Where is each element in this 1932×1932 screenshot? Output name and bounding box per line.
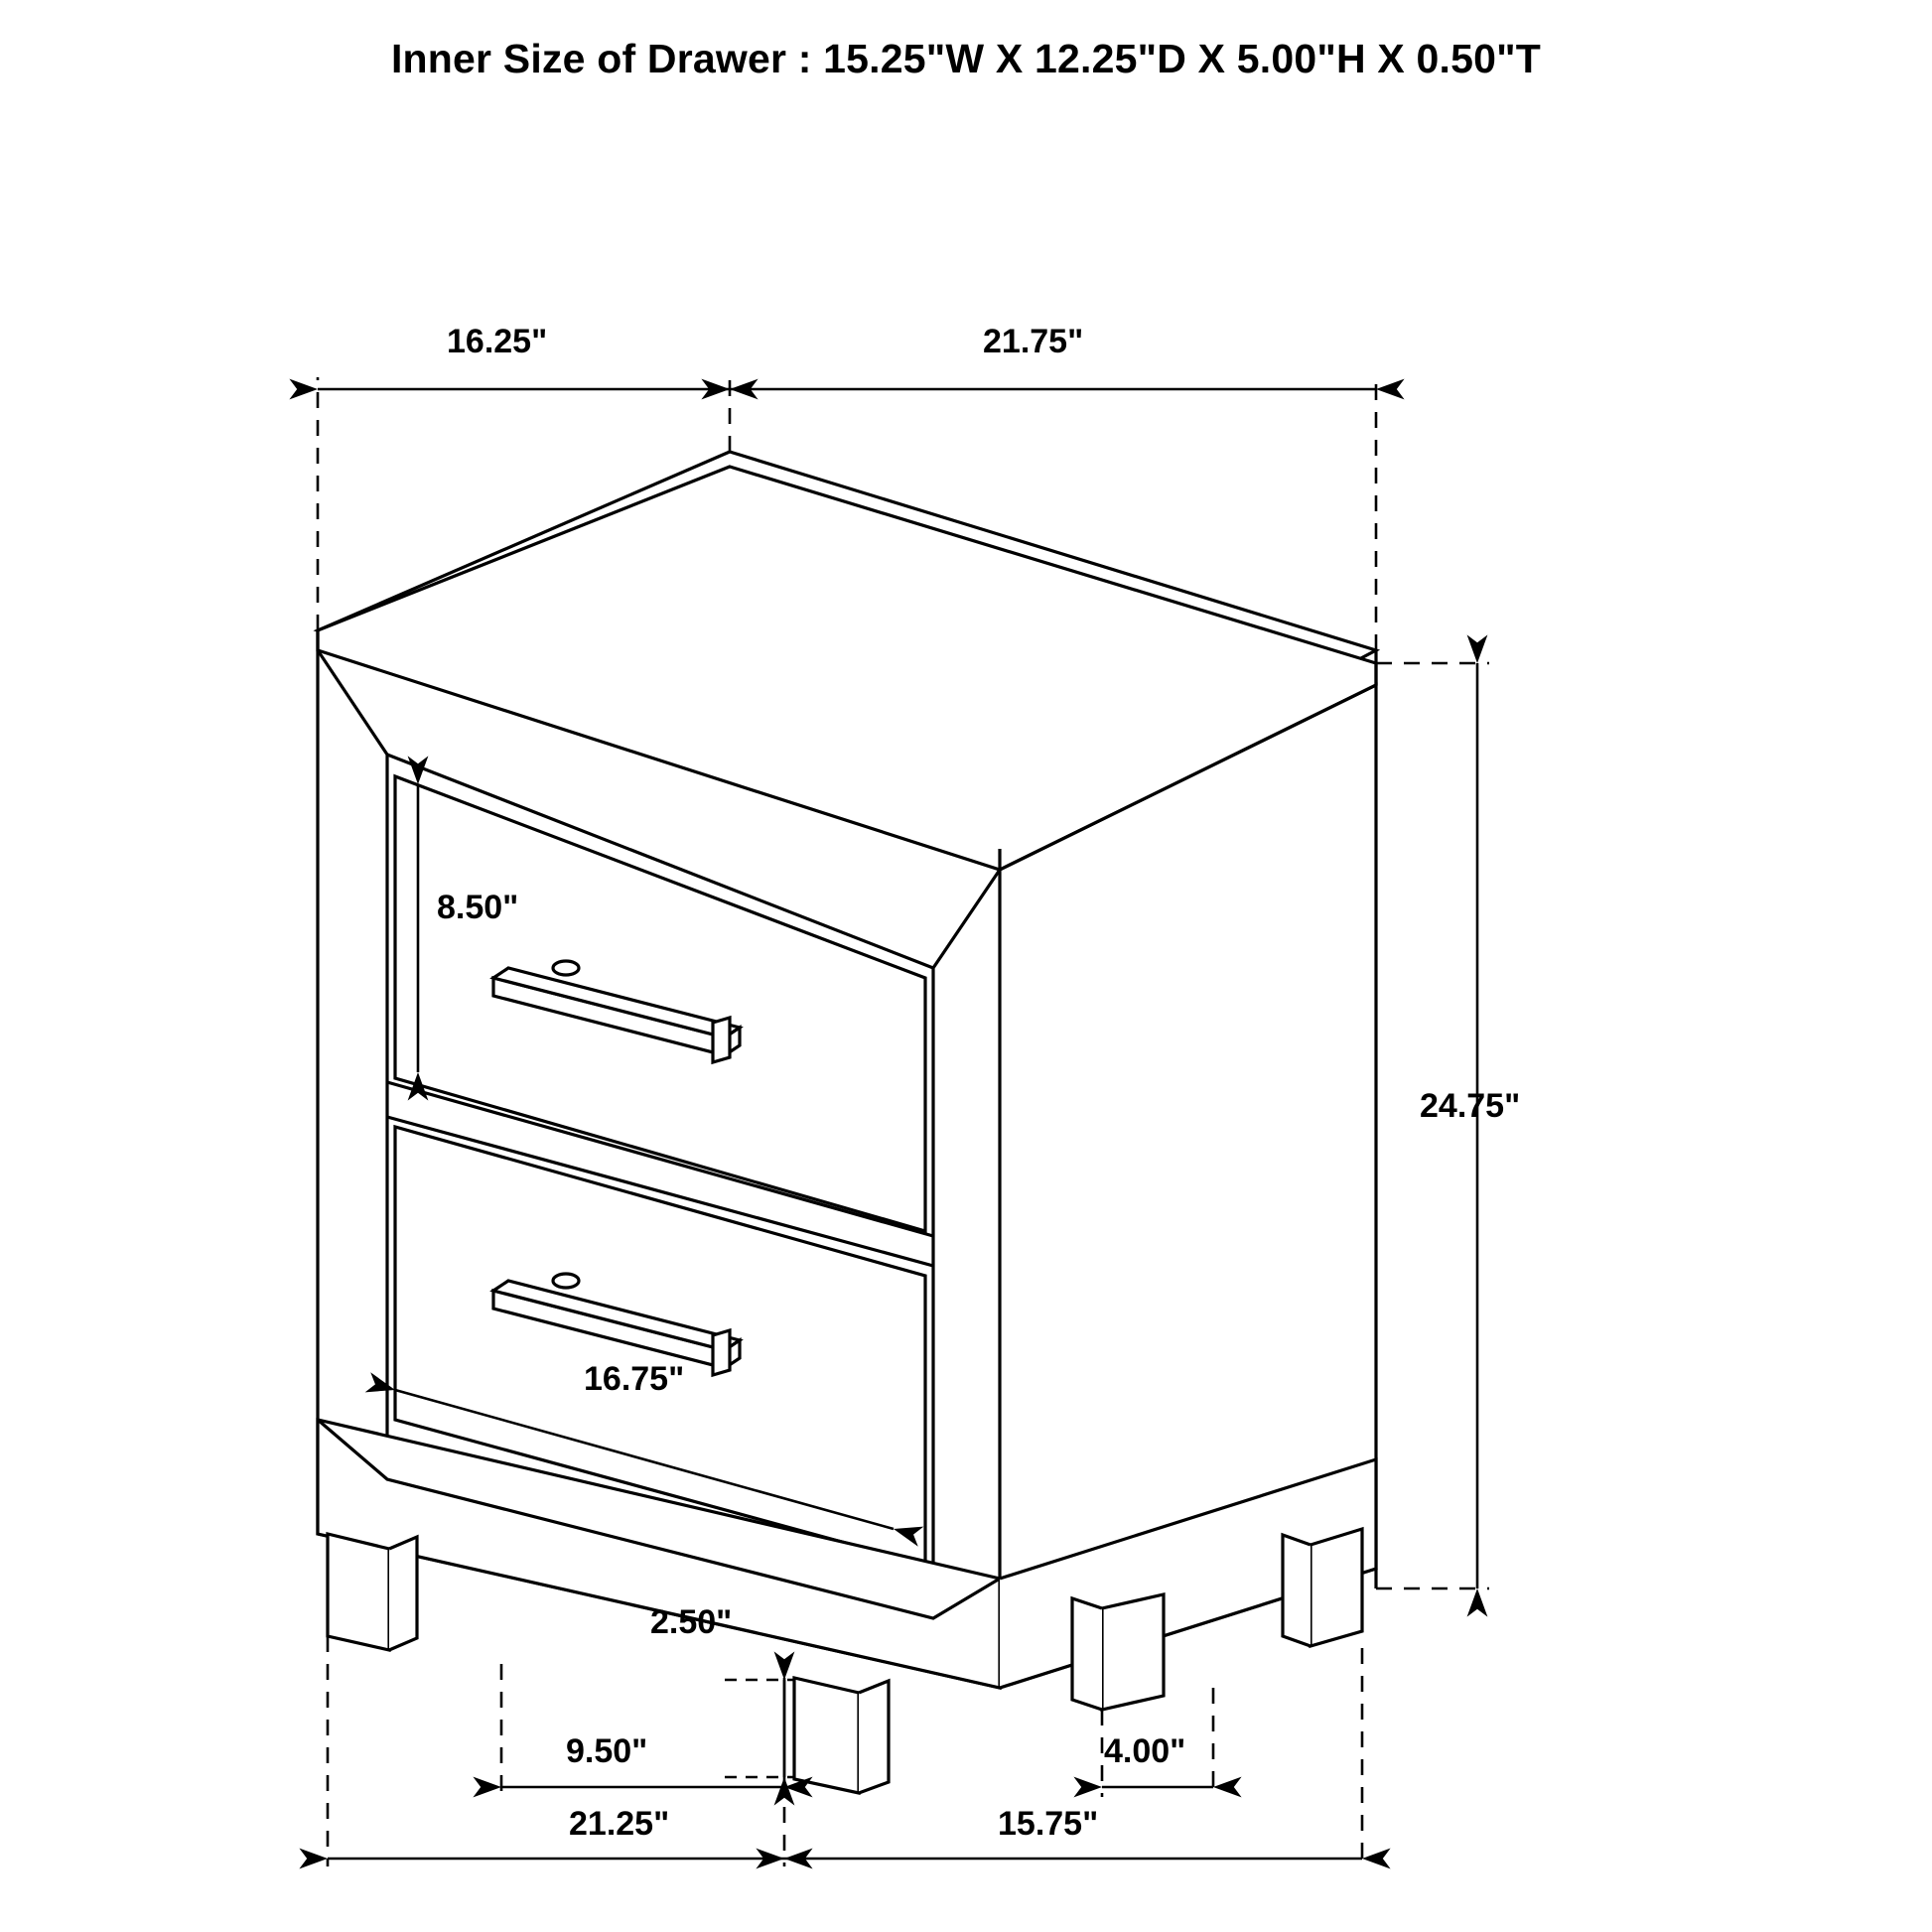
- page-title: Inner Size of Drawer : 15.25"W X 12.25"D X 5.00"H X 0.50"T: [390, 36, 1542, 81]
- dim-label-overall-height: 24.75": [1420, 1087, 1521, 1125]
- dim-label-drawer-top-height: 8.50": [437, 889, 519, 926]
- dim-label-leg-span-front: 9.50": [566, 1732, 648, 1770]
- dim-label-leg-span-side: 4.00": [1104, 1732, 1186, 1770]
- dim-label-top-left-depth: 16.25": [447, 323, 548, 360]
- dim-label-leg-height: 2.50": [650, 1603, 733, 1641]
- dim-label-top-right-width: 21.75": [983, 323, 1084, 360]
- dim-label-overall-front-width: 21.25": [569, 1805, 670, 1843]
- dim-label-overall-side-depth: 15.75": [998, 1805, 1099, 1843]
- dim-label-drawer-front-width: 16.75": [584, 1360, 685, 1398]
